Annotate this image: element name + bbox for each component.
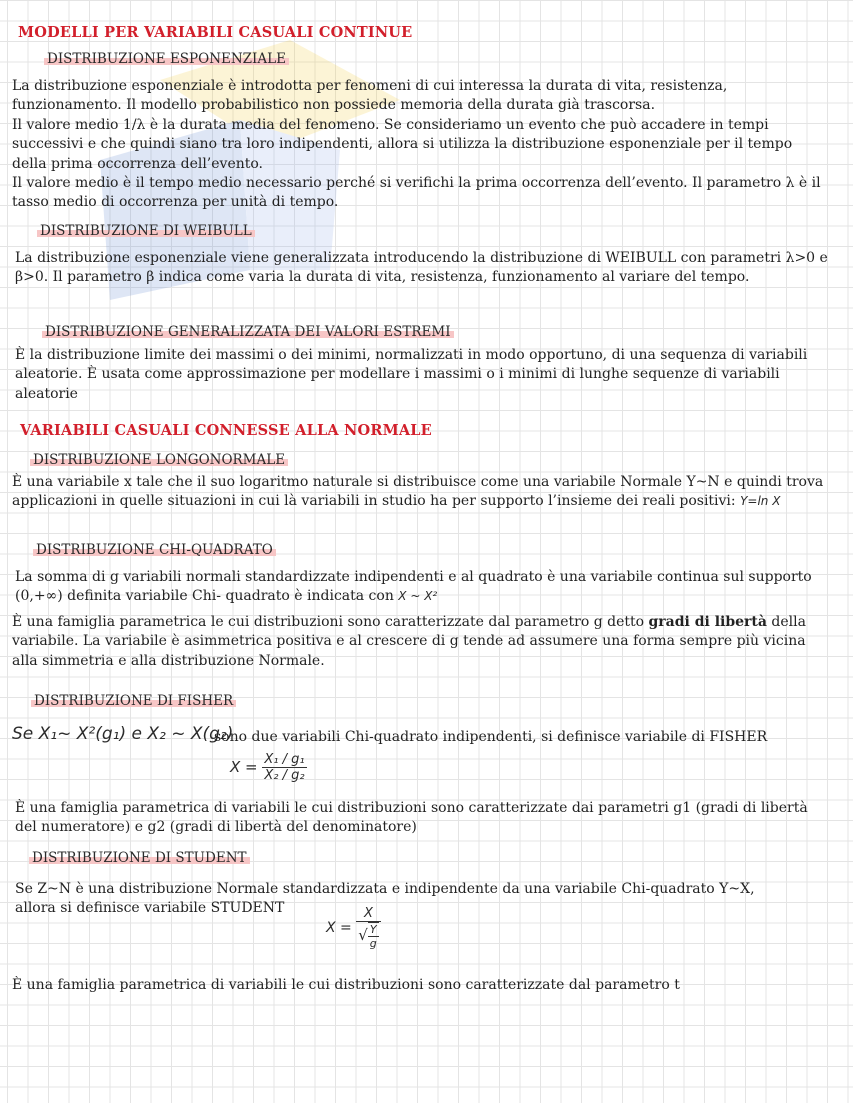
fisher-formula (230, 752, 307, 783)
heading-estremi: DISTRIBUZIONE GENERALIZZATA DEI VALORI ESTREMI (42, 324, 454, 340)
student-numerator: X (356, 906, 381, 922)
estremi-p1: È la distribuzione limite dei massimi o dei minimi, normalizzati in modo opportuno, di una sequenza di variabili aleatorie. È usata come approssimazione per modellare i massimi o i minimi di lunghe sequenze di variabili aleatorie (15, 347, 808, 402)
student-inner-num: Y (368, 923, 379, 937)
chi-p1 (15, 568, 830, 607)
chi-formula: X ~ X² (398, 589, 438, 604)
student-fraction (356, 906, 381, 950)
esponenziale-p3: Il valore medio è il tempo medio necessario perché si verifichi la prima occorrenza dell’evento. Il parametro λ è il tasso medio di occorrenza per unità di tempo. (12, 175, 821, 211)
weibull-p1: La distribuzione esponenziale viene generalizzata introducendo la distribuzione di WEIBULL con parametri λ>0 e β>0. Il parametro β indica come varia la durata di vita, resistenza, funzionamento al variare del tempo. (15, 250, 828, 286)
heading-fisher: DISTRIBUZIONE DI FISHER (31, 693, 236, 709)
title-normale: VARIABILI CASUALI CONNESSE ALLA NORMALE (20, 422, 432, 439)
fisher-formula-lhs: X = (230, 758, 258, 776)
heading-chi: DISTRIBUZIONE CHI-QUADRATO (33, 542, 276, 558)
heading-student: DISTRIBUZIONE DI STUDENT (29, 850, 250, 866)
chi-p2-a: È una famiglia parametrica le cui distribuzioni sono caratterizzate dal parametro g detto (12, 614, 649, 630)
heading-lognormale: DISTRIBUZIONE LONGONORMALE (30, 452, 288, 468)
lognormale-formula: Y=ln X (740, 494, 781, 509)
student-p2: allora si definisce variabile STUDENT (15, 900, 285, 916)
student-p3: È una famiglia parametrica di variabili le cui distribuzioni sono caratterizzate dal parametro t (12, 977, 680, 993)
student-formula-lhs: X = (326, 920, 352, 936)
chi-text: La somma di g variabili normali standardizzate indipendenti e al quadrato è una variabile continua sul supporto (0,+∞) definita variabile Chi- quadrato è indicata con (15, 569, 812, 605)
chi-p2-bold: gradi di libertà (648, 614, 767, 630)
student-denominator (356, 922, 381, 950)
title-continue: MODELLI PER VARIABILI CASUALI CONTINUE (18, 24, 413, 41)
chi-p2-b: della variabile. La variabile è asimmetrica positiva e al crescere di g tende ad assumere una forma sempre più vicina alla simmetria e alla distribuzione Normale. (12, 614, 806, 669)
esponenziale-p2: Il valore medio 1/λ è la durata media del fenomeno. Se consideriamo un evento che può accadere in tempi successivi e che quindi siano tra loro indipendenti, allora si utilizza la distribuzione esponenziale per il tempo della prima occorrenza dell’evento. (12, 117, 793, 172)
fisher-numerator: X₁ / g₁ (264, 752, 305, 767)
sqrt-icon: √ (358, 926, 368, 944)
fisher-fraction (262, 752, 306, 783)
student-inner-fraction (368, 922, 379, 950)
fisher-denominator: X₂ / g₂ (264, 768, 305, 783)
fisher-lead: Se X₁~ X²(g₁) e X₂ ~ X(g₂) (12, 724, 234, 744)
fisher-text: sono due variabili Chi-quadrato indipendenti, si definisce variabile di FISHER (214, 729, 768, 745)
esponenziale-p1: La distribuzione esponenziale è introdotta per fenomeni di cui interessa la durata di vita, resistenza, funzionamento. Il modello probabilistico non possiede memoria della durata già trascorsa. (12, 78, 728, 114)
lognormale-text: È una variabile x tale che il suo logaritmo naturale si distribuisce come una variabile Normale Y~N e quindi trova applicazioni in quelle situazioni in cui là variabili in studio ha per supporto l’insieme dei reali positivi: (12, 474, 824, 510)
student-p1: Se Z~N è una distribuzione Normale standardizzata e indipendente da una variabile Chi-quadrato Y~X, (15, 881, 755, 897)
student-inner-den: g (369, 937, 377, 950)
lognormale-p1 (12, 473, 827, 512)
chi-p2 (12, 613, 827, 671)
heading-esponenziale: DISTRIBUZIONE ESPONENZIALE (44, 51, 289, 67)
fisher-p2: È una famiglia parametrica di variabili le cui distribuzioni sono caratterizzate dai parametri g1 (gradi di libertà del numeratore) e g2 (gradi di libertà del denominatore) (15, 800, 808, 836)
student-formula (326, 906, 381, 950)
heading-weibull: DISTRIBUZIONE DI WEIBULL (37, 223, 255, 239)
